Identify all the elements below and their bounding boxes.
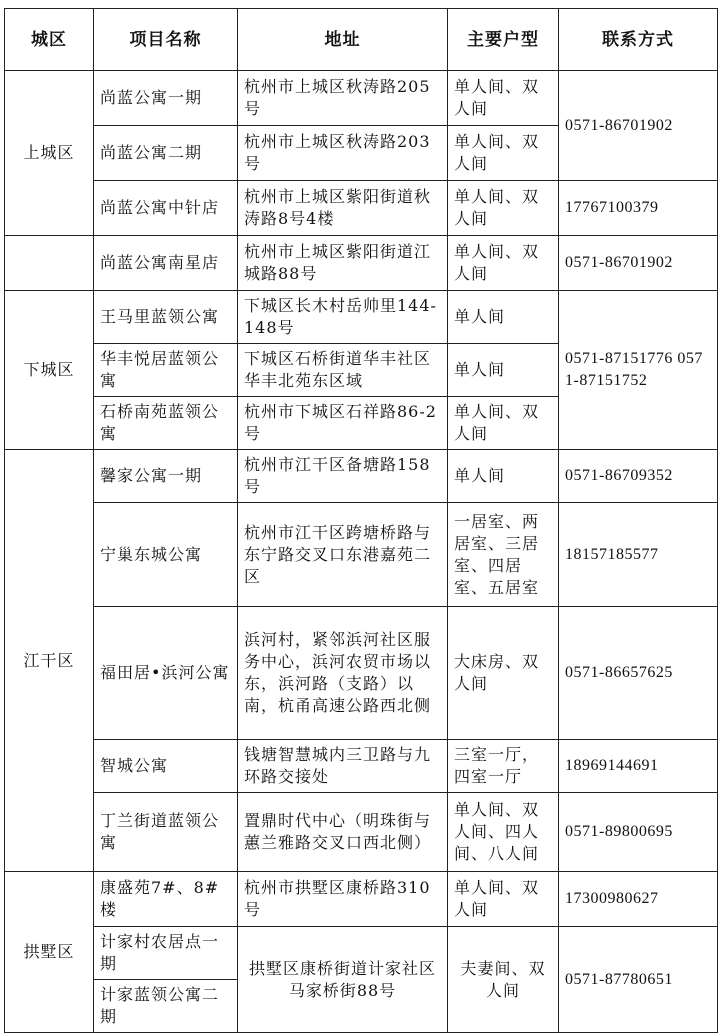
contact-cell: 18969144691 bbox=[559, 740, 718, 793]
address-cell: 拱墅区康桥街道计家社区马家桥街88号 bbox=[238, 927, 448, 1033]
district-cell: 上城区 bbox=[5, 71, 94, 236]
layout-cell: 单人间 bbox=[448, 450, 559, 503]
address-cell: 杭州市江干区备塘路158号 bbox=[238, 450, 448, 503]
layout-cell: 单人间、双人间 bbox=[448, 71, 559, 126]
project-cell: 尚蓝公寓南星店 bbox=[94, 236, 238, 291]
table-row bbox=[5, 71, 718, 126]
project-cell: 尚蓝公寓中针店 bbox=[94, 181, 238, 236]
header-address: 地址 bbox=[238, 9, 448, 71]
contact-cell: 0571-87151776 0571-87151752 bbox=[559, 291, 718, 450]
project-cell: 尚蓝公寓一期 bbox=[94, 71, 238, 126]
contact-cell: 18157185577 bbox=[559, 503, 718, 607]
table-row bbox=[5, 927, 718, 980]
address-cell: 浜河村，紧邻浜河社区服务中心，浜河农贸市场以东，浜河路（支路）以南，杭甬高速公路西北侧 bbox=[238, 607, 448, 740]
contact-cell: 17300980627 bbox=[559, 872, 718, 927]
project-cell: 石桥南苑蓝领公寓 bbox=[94, 397, 238, 450]
layout-cell: 大床房、双人间 bbox=[448, 607, 559, 740]
district-cell-empty bbox=[5, 236, 94, 291]
address-cell: 杭州市上城区紫阳街道秋涛路8号4楼 bbox=[238, 181, 448, 236]
layout-cell: 单人间、双人间、四人间、八人间 bbox=[448, 793, 559, 872]
layout-cell: 单人间、双人间 bbox=[448, 126, 559, 181]
address-cell: 下城区石桥街道华丰社区华丰北苑东区域 bbox=[238, 344, 448, 397]
contact-cell: 0571-87780651 bbox=[559, 927, 718, 1033]
contact-cell: 0571-86709352 bbox=[559, 450, 718, 503]
table-row bbox=[5, 740, 718, 793]
district-cell: 拱墅区 bbox=[5, 872, 94, 1033]
contact-cell: 0571-86701902 bbox=[559, 236, 718, 291]
address-cell: 杭州市上城区秋涛路203号 bbox=[238, 126, 448, 181]
address-cell: 杭州市上城区紫阳街道江城路88号 bbox=[238, 236, 448, 291]
layout-cell: 夫妻间、双人间 bbox=[448, 927, 559, 1033]
table-row bbox=[5, 793, 718, 872]
project-cell: 尚蓝公寓二期 bbox=[94, 126, 238, 181]
layout-cell: 单人间、双人间 bbox=[448, 397, 559, 450]
layout-cell: 单人间、双人间 bbox=[448, 236, 559, 291]
layout-cell: 单人间、双人间 bbox=[448, 872, 559, 927]
table-row bbox=[5, 450, 718, 503]
district-cell: 下城区 bbox=[5, 291, 94, 450]
table-row bbox=[5, 607, 718, 740]
address-cell: 钱塘智慧城内三卫路与九环路交接处 bbox=[238, 740, 448, 793]
contact-cell: 0571-86701902 bbox=[559, 71, 718, 181]
project-cell: 智城公寓 bbox=[94, 740, 238, 793]
header-contact: 联系方式 bbox=[559, 9, 718, 71]
table-row bbox=[5, 181, 718, 236]
contact-cell: 0571-89800695 bbox=[559, 793, 718, 872]
project-cell: 丁兰街道蓝领公寓 bbox=[94, 793, 238, 872]
header-row bbox=[5, 9, 718, 71]
project-cell: 计家蓝领公寓二期 bbox=[94, 980, 238, 1033]
header-layout: 主要户型 bbox=[448, 9, 559, 71]
project-cell: 王马里蓝领公寓 bbox=[94, 291, 238, 344]
header-project: 项目名称 bbox=[94, 9, 238, 71]
project-cell: 计家村农居点一期 bbox=[94, 927, 238, 980]
project-cell: 宁巢东城公寓 bbox=[94, 503, 238, 607]
layout-cell: 单人间 bbox=[448, 291, 559, 344]
table-row bbox=[5, 872, 718, 927]
table-row bbox=[5, 503, 718, 607]
table-row bbox=[5, 236, 718, 291]
address-cell: 下城区长木村岳帅里144-148号 bbox=[238, 291, 448, 344]
apartment-table bbox=[4, 8, 718, 1033]
layout-cell: 三室一厅，四室一厅 bbox=[448, 740, 559, 793]
layout-cell: 单人间 bbox=[448, 344, 559, 397]
address-cell: 杭州市下城区石祥路86-2号 bbox=[238, 397, 448, 450]
contact-cell: 0571-86657625 bbox=[559, 607, 718, 740]
address-cell: 杭州市拱墅区康桥路310号 bbox=[238, 872, 448, 927]
project-cell: 康盛苑7#、8#楼 bbox=[94, 872, 238, 927]
layout-cell: 单人间、双人间 bbox=[448, 181, 559, 236]
address-cell: 杭州市江干区跨塘桥路与东宁路交叉口东港嘉苑二区 bbox=[238, 503, 448, 607]
header-district: 城区 bbox=[5, 9, 94, 71]
project-cell: 福田居•浜河公寓 bbox=[94, 607, 238, 740]
address-cell: 杭州市上城区秋涛路205号 bbox=[238, 71, 448, 126]
contact-cell: 17767100379 bbox=[559, 181, 718, 236]
table-row bbox=[5, 291, 718, 344]
project-cell: 馨家公寓一期 bbox=[94, 450, 238, 503]
layout-cell: 一居室、两居室、三居室、四居室、五居室 bbox=[448, 503, 559, 607]
district-cell: 江干区 bbox=[5, 450, 94, 872]
address-cell: 置鼎时代中心（明珠街与蕙兰雅路交叉口西北侧） bbox=[238, 793, 448, 872]
project-cell: 华丰悦居蓝领公寓 bbox=[94, 344, 238, 397]
